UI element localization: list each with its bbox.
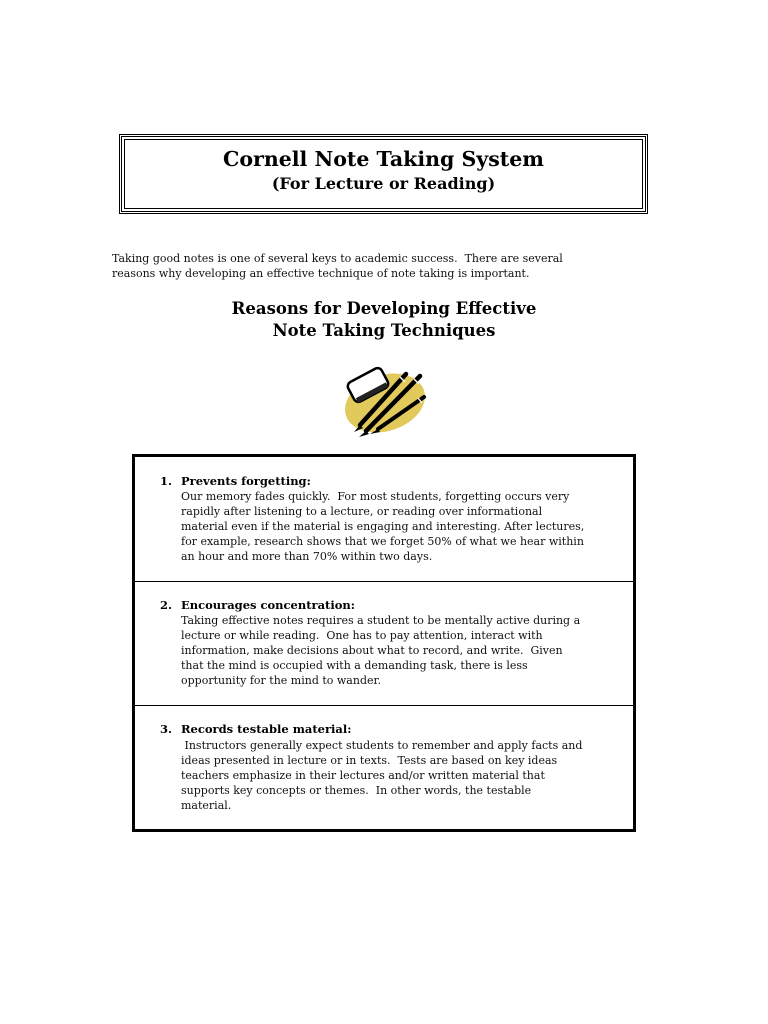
reason-title: Prevents forgetting: (181, 474, 311, 488)
reason-text-line: ideas presented in lecture or in texts. Tests are based on key ideas (181, 754, 558, 767)
title-box (119, 134, 648, 214)
reason-heading (135, 473, 633, 489)
reason-text-line: Instructors generally expect students to remember and apply facts and (181, 739, 583, 752)
page-subtitle: (For Lecture or Reading) (271, 174, 496, 193)
reason-text-line: teachers emphasize in their lectures and/or written material that (181, 769, 545, 782)
reason-text-line: that the mind is occupied with a demanding task, there is less (181, 659, 528, 672)
reason-text-line: Our memory fades quickly. For most students, forgetting occurs very (181, 490, 570, 503)
reason-number: 1. (160, 474, 173, 488)
section-heading (0, 298, 768, 342)
reason-text-line: material even if the material is engaging and interesting. After lectures, (181, 520, 585, 533)
reason-heading (135, 597, 633, 613)
page-title: Cornell Note Taking System (223, 147, 544, 171)
reason-text-line: Taking effective notes requires a student to be mentally active during a (181, 614, 581, 627)
reason-title: Records testable material: (181, 722, 352, 736)
intro-line: Taking good notes is one of several keys to academic success. There are several (112, 252, 563, 265)
reason-text-line: rapidly after listening to a lecture, or reading over informational (181, 505, 543, 518)
reason-text-line: material. (181, 799, 232, 812)
reason-text-line: an hour and more than 70% within two days. (181, 550, 433, 563)
reason-text-line: opportunity for the mind to wander. (181, 674, 382, 687)
intro-line: reasons why developing an effective technique of note taking is important. (112, 267, 530, 280)
reasons-box (132, 454, 636, 832)
title-box-inner (124, 139, 643, 209)
intro-paragraph (112, 251, 563, 281)
reason-body (135, 738, 633, 813)
section-heading-line: Note Taking Techniques (272, 321, 496, 340)
reason-item (135, 582, 633, 706)
reason-heading (135, 721, 633, 737)
reason-body (135, 613, 633, 688)
reason-number: 3. (160, 722, 173, 736)
reason-text-line: information, make decisions about what to record, and write. Given (181, 644, 563, 657)
reason-title: Encourages concentration: (181, 598, 355, 612)
reason-number: 2. (160, 598, 173, 612)
section-heading-line: Reasons for Developing Effective (231, 299, 537, 318)
reason-item (135, 457, 633, 582)
reason-text-line: supports key concepts or themes. In other words, the testable (181, 784, 532, 797)
reason-text-line: for example, research shows that we forget 50% of what we hear within (181, 535, 584, 548)
reason-body (135, 489, 633, 564)
pencils-and-eraser-icon (340, 365, 430, 440)
reason-text-line: lecture or while reading. One has to pay attention, interact with (181, 629, 543, 642)
reason-item (135, 706, 633, 829)
